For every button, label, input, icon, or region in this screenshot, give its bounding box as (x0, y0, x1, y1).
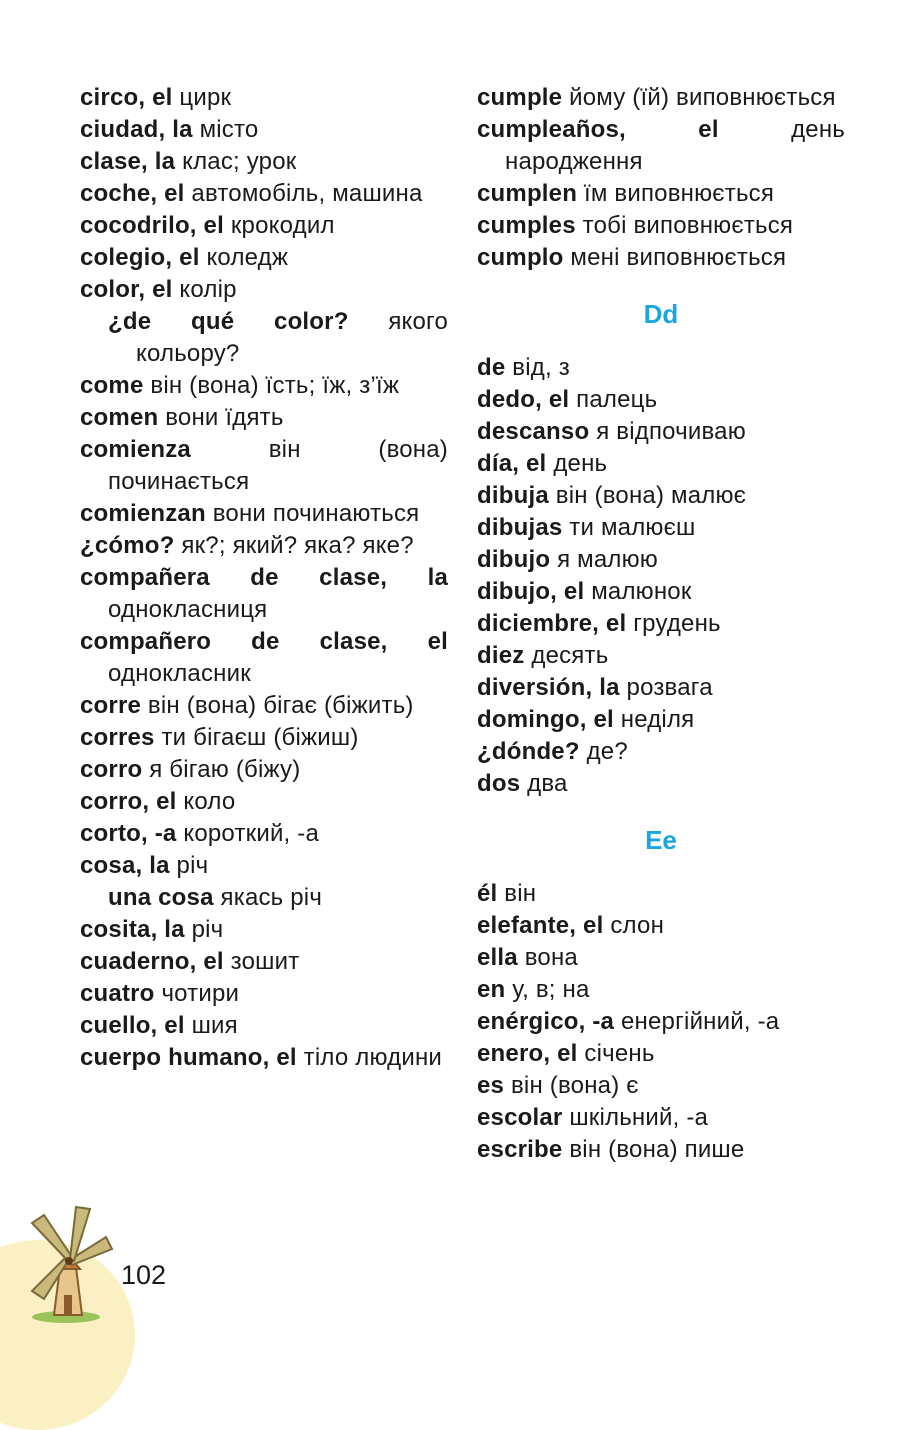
headword: ¿dónde? (477, 738, 580, 765)
translation: зошит (230, 948, 300, 975)
translation: однокласник (108, 660, 251, 687)
translation: шкільний, -а (569, 1104, 709, 1131)
headword: es (477, 1072, 505, 1099)
headword: domingo, el (477, 706, 614, 733)
dictionary-entry (80, 114, 448, 146)
headword: corres (80, 724, 155, 751)
headword: enérgico, -a (477, 1008, 615, 1035)
dictionary-entry (80, 274, 448, 306)
left-column (80, 82, 448, 1074)
headword: dedo, el (477, 386, 570, 413)
headword: color, el (80, 276, 173, 303)
headword: compañera de clase, la (80, 564, 448, 591)
dictionary-entry (80, 498, 448, 530)
headword: elefante, el (477, 912, 604, 939)
translation: він (вона) пише (569, 1136, 745, 1163)
dictionary-entry (477, 878, 845, 910)
headword: cosa, la (80, 852, 170, 879)
headword: corto, -a (80, 820, 177, 847)
dictionary-entry (477, 544, 845, 576)
headword: diciembre, el (477, 610, 627, 637)
headword: dibujo (477, 546, 551, 573)
dictionary-entry (477, 974, 845, 1006)
headword: dos (477, 770, 521, 797)
headword: cuaderno, el (80, 948, 224, 975)
dictionary-entry (80, 402, 448, 434)
dictionary-entry (477, 384, 845, 416)
headword: dibujo, el (477, 578, 585, 605)
right-column (477, 82, 845, 1166)
dictionary-entry (80, 978, 448, 1010)
headword: compañero de clase, el (80, 628, 448, 655)
dictionary-entry (80, 146, 448, 178)
translation: ти малюєш (569, 514, 696, 541)
headword: diversión, la (477, 674, 620, 701)
dictionary-entry (477, 210, 845, 242)
translation: грудень (633, 610, 721, 637)
translation: два (527, 770, 568, 797)
dictionary-entry (80, 882, 448, 914)
dictionary-entry (477, 242, 845, 274)
headword: cumplo (477, 244, 564, 271)
dictionary-entry (80, 1010, 448, 1042)
translation: січень (584, 1040, 655, 1067)
dictionary-entry (80, 850, 448, 882)
headword: escolar (477, 1104, 563, 1131)
dictionary-entry (80, 210, 448, 242)
translation: він (вона) їсть; їж, з’їж (150, 372, 400, 399)
dictionary-entry (477, 416, 845, 448)
dictionary-entry (477, 1134, 845, 1166)
translation: клас; урок (182, 148, 297, 175)
translation: він (вона) починається (108, 436, 448, 495)
translation: місто (199, 116, 259, 143)
headword: circo, el (80, 84, 173, 111)
headword: una cosa (108, 884, 214, 911)
headword: cuerpo humano, el (80, 1044, 297, 1071)
translation: десять (531, 642, 609, 669)
translation: від, з (512, 354, 570, 381)
translation: ти бігаєш (біжиш) (161, 724, 359, 751)
dictionary-entry (80, 434, 448, 498)
translation: однокласниця (108, 596, 268, 623)
headword: cumplen (477, 180, 578, 207)
dictionary-entry (477, 576, 845, 608)
dictionary-entry (80, 242, 448, 274)
headword: clase, la (80, 148, 176, 175)
dictionary-entry (477, 480, 845, 512)
headword: ¿de qué color? (108, 308, 349, 335)
dictionary-entry (80, 370, 448, 402)
headword: en (477, 976, 506, 1003)
translation: вона (524, 944, 578, 971)
translation: річ (176, 852, 209, 879)
dictionary-entry (477, 1006, 845, 1038)
translation: якась річ (220, 884, 323, 911)
dictionary-entry (80, 914, 448, 946)
headword: dibujas (477, 514, 563, 541)
headword: cocodrilo, el (80, 212, 224, 239)
dictionary-entry (477, 672, 845, 704)
d-entries (477, 352, 845, 800)
translation: річ (191, 916, 224, 943)
translation: у, в; на (512, 976, 590, 1003)
translation: коло (183, 788, 236, 815)
headword: comen (80, 404, 159, 431)
page-number: 102 (121, 1260, 167, 1290)
headword: diez (477, 642, 525, 669)
translation: він (вона) бігає (біжить) (147, 692, 414, 719)
headword: come (80, 372, 144, 399)
dictionary-entry (477, 942, 845, 974)
section-header-d: Dd (643, 299, 679, 329)
translation: шия (191, 1012, 238, 1039)
translation: тіло людини (303, 1044, 443, 1071)
dictionary-entry (80, 754, 448, 786)
windmill-icon (14, 1195, 124, 1325)
dictionary-entry (477, 640, 845, 672)
translation: короткий, -а (183, 820, 320, 847)
translation: день (553, 450, 608, 477)
translation: я малюю (557, 546, 658, 573)
e-entries (477, 878, 845, 1166)
translation: вони їдять (165, 404, 284, 431)
headword: corro, el (80, 788, 177, 815)
translation: неділя (620, 706, 695, 733)
headword: ciudad, la (80, 116, 193, 143)
dictionary-entry (477, 448, 845, 480)
headword: ¿cómo? (80, 532, 175, 559)
translation: енергійний, -а (620, 1008, 780, 1035)
dictionary-entry (477, 736, 845, 768)
translation: чотири (161, 980, 240, 1007)
dictionary-entry (80, 626, 448, 690)
headword: cuello, el (80, 1012, 185, 1039)
translation: тобі виповнюється (582, 212, 794, 239)
headword: él (477, 880, 498, 907)
headword: corro (80, 756, 143, 783)
dictionary-entry (477, 704, 845, 736)
translation: автомобіль, машина (191, 180, 423, 207)
dictionary-entry (80, 818, 448, 850)
headword: comienza (80, 436, 191, 463)
translation: він (вона) є (510, 1072, 639, 1099)
translation: малюнок (591, 578, 692, 605)
translation: він (вона) малює (555, 482, 747, 509)
translation: йому (їй) виповнюється (569, 84, 836, 111)
dictionary-entry (477, 608, 845, 640)
right-top-entries (477, 82, 845, 274)
headword: cumple (477, 84, 563, 111)
dictionary-entry (477, 1070, 845, 1102)
translation: вони починаються (212, 500, 420, 527)
dictionary-entry (477, 1102, 845, 1134)
dictionary-entry (80, 690, 448, 722)
translation: день народження (505, 116, 845, 175)
headword: de (477, 354, 506, 381)
translation: коледж (206, 244, 289, 271)
headword: ella (477, 944, 518, 971)
headword: corre (80, 692, 142, 719)
translation: якого кольору? (136, 308, 448, 367)
headword: enero, el (477, 1040, 578, 1067)
headword: día, el (477, 450, 547, 477)
dictionary-entry (477, 352, 845, 384)
translation: я бігаю (біжу) (149, 756, 301, 783)
translation: я відпочиваю (596, 418, 746, 445)
headword: cosita, la (80, 916, 185, 943)
headword: cumples (477, 212, 576, 239)
dictionary-entry (80, 722, 448, 754)
translation: мені виповнюється (570, 244, 787, 271)
dictionary-entry (80, 1042, 448, 1074)
translation: цирк (179, 84, 232, 111)
translation: він (504, 880, 537, 907)
translation: як?; який? яка? яке? (181, 532, 414, 559)
headword: cuatro (80, 980, 155, 1007)
dictionary-entry (477, 910, 845, 942)
translation: їм виповнюється (583, 180, 775, 207)
translation: крокодил (230, 212, 335, 239)
translation: розвага (626, 674, 713, 701)
headword: coche, el (80, 180, 185, 207)
translation: колір (179, 276, 237, 303)
headword: cumpleaños, el (477, 116, 719, 143)
dictionary-entry (80, 946, 448, 978)
translation: слон (610, 912, 665, 939)
headword: escribe (477, 1136, 563, 1163)
translation: палець (576, 386, 658, 413)
dictionary-entry (80, 82, 448, 114)
dictionary-entry (80, 178, 448, 210)
dictionary-entry (477, 114, 845, 178)
headword: comienzan (80, 500, 206, 527)
dictionary-entry (80, 786, 448, 818)
dictionary-entry (80, 562, 448, 626)
dictionary-entry (477, 768, 845, 800)
dictionary-entry (477, 178, 845, 210)
translation: де? (586, 738, 628, 765)
headword: dibuja (477, 482, 549, 509)
headword: descanso (477, 418, 590, 445)
headword: colegio, el (80, 244, 200, 271)
dictionary-entry (477, 82, 845, 114)
section-header-e: Ee (645, 825, 677, 855)
dictionary-entry (80, 530, 448, 562)
dictionary-entry (477, 1038, 845, 1070)
dictionary-entry (80, 306, 448, 370)
dictionary-entry (477, 512, 845, 544)
